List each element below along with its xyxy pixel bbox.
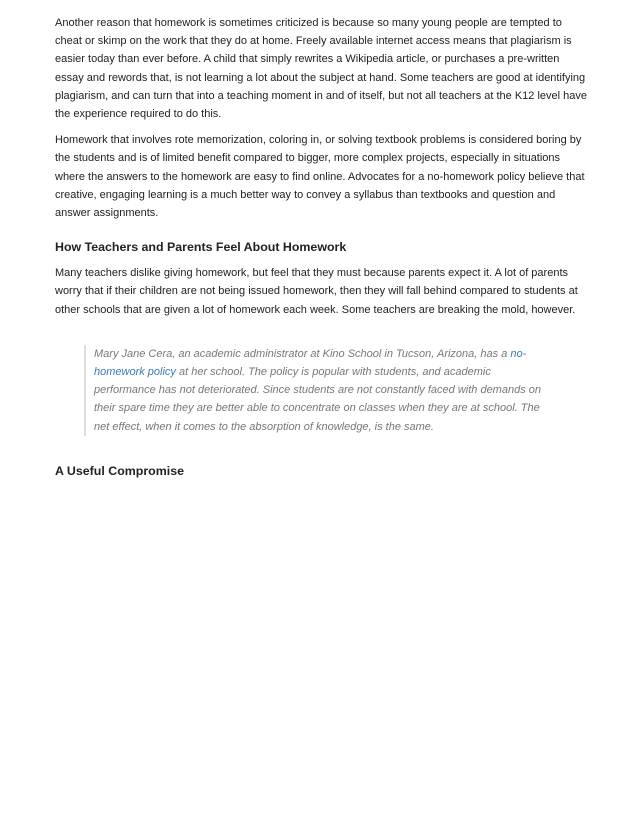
quote-text-start: Mary Jane Cera, an academic administrator at Kino School in Tucson, Arizona, has a <box>94 347 511 360</box>
blockquote-no-homework <box>84 345 554 436</box>
document-page <box>55 14 587 488</box>
no-homework-policy-link[interactable]: no-homework policy <box>94 347 527 379</box>
paragraph-teachers-dislike: Many teachers dislike giving homework, but feel that they must because parents expect it. A lot of parents worry that if their children are not being issued homework, then they will fall behind compared to students at other schools that are given a lot of homework each week. Some teachers are breaking the mold, however. <box>55 267 578 316</box>
quote-text-end: at her school. The policy is popular with students, and academic performance has not deteriorated. Since students are not constantly faced with demands on their spare time they are better able to concentrate on classes when they are at school. The net effect, when it comes to the absorption of knowledge, is the same. <box>94 366 541 433</box>
paragraph-homework-cheating: Another reason that homework is sometimes criticized is because so many young people are tempted to cheat or skimp on the work that they do at home. Freely available internet access means that plagiarism is easier today than ever before. A child that simply rewrites a Wikipedia article, or purchases a pre-written essay and rewords that, is not learning a lot about the subject at hand. Some teachers are good at identifying plagiarism, and can turn that into a teaching moment in and of itself, but not all teachers at the K12 level have the experience required to do this. <box>55 17 587 121</box>
section-heading-useful-compromise: A Useful Compromise <box>55 463 184 478</box>
section-heading-teachers-parents: How Teachers and Parents Feel About Homework <box>55 240 347 255</box>
paragraph-rote-memorization: Homework that involves rote memorization, coloring in, or solving textbook problems is considered boring by the students and is of limited benefit compared to bigger, more complex projects, especially in situations where the answers to the homework are easy to find online. Advocates for a no-homework policy believe that creative, engaging learning is a much better way to convey a syllabus than textbooks and question and answer assignments. <box>55 134 585 220</box>
